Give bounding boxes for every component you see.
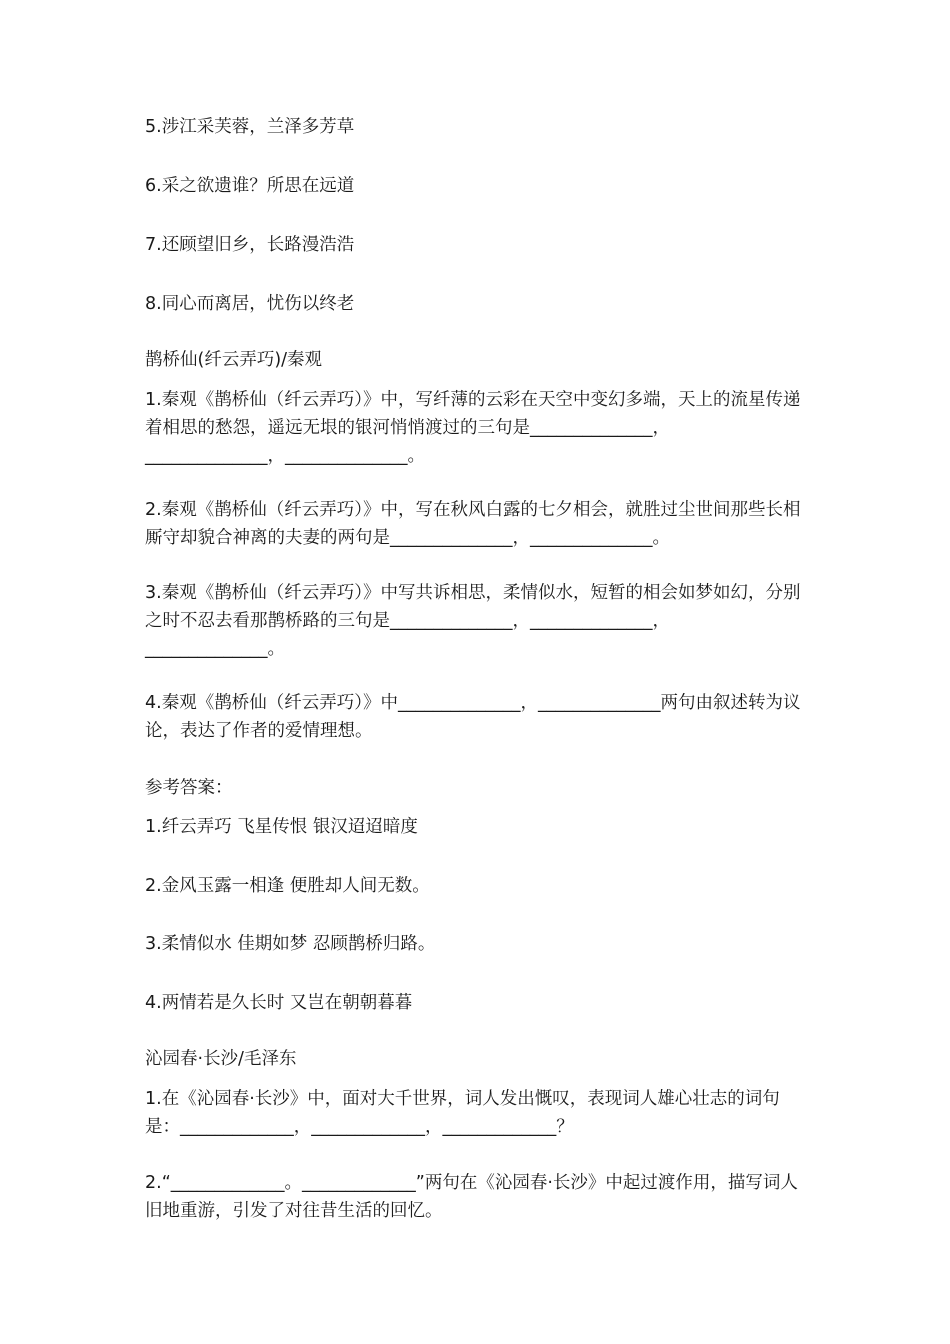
qinyuanchun-question-2: 2.“_____________。_____________”两句在《沁园春·长沙》中起过渡作用，描写词人旧地重游，引发了对往昔生活的回忆。 xyxy=(145,1173,798,1221)
answer-1: 1.纤云弄巧 飞星传恨 银汉迢迢暗度 xyxy=(145,817,418,837)
answer-2: 2.金风玉露一相逢 便胜却人间无数。 xyxy=(145,876,430,896)
question-4: 4.秦观《鹊桥仙（纤云弄巧）》中______________，______________两句由叙述转为议论，表达了作者的爱情理想。 xyxy=(145,693,801,741)
question-1: 1.秦观《鹊桥仙（纤云弄巧）》中，写纤薄的云彩在天空中变幻多端，天上的流星传递着相思的愁怨，遥远无垠的银河悄悄渡过的三句是______________，______________，______________。 xyxy=(145,390,801,466)
question-2: 2.秦观《鹊桥仙（纤云弄巧）》中，写在秋风白露的七夕相会，就胜过尘世间那些长相厮守却貌合神离的夫妻的两句是______________，______________。 xyxy=(145,500,801,548)
section-heading-queqiaoxian: 鹊桥仙(纤云弄巧)/秦观 xyxy=(145,350,323,370)
qinyuanchun-question-1: 1.在《沁园春·长沙》中，面对大千世界，词人发出慨叹，表现词人雄心壮志的词句是：_____________，_____________，_____________？ xyxy=(145,1089,780,1137)
poem-line-5: 5.涉江采芙蓉，兰泽多芳草 xyxy=(145,117,355,137)
poem-line-7: 7.还顾望旧乡，长路漫浩浩 xyxy=(145,235,355,255)
poem-line-8: 8.同心而离居，忧伤以终老 xyxy=(145,294,355,314)
poem-line-6: 6.采之欲遗谁？所思在远道 xyxy=(145,176,355,196)
answers-heading: 参考答案： xyxy=(145,778,233,798)
question-3: 3.秦观《鹊桥仙（纤云弄巧）》中写共诉相思，柔情似水，短暂的相会如梦如幻，分别之时不忍去看那鹊桥路的三句是______________，______________，______________。 xyxy=(145,583,801,659)
answer-4: 4.两情若是久长时 又岂在朝朝暮暮 xyxy=(145,993,413,1013)
section-heading-qinyuanchun: 沁园春·长沙/毛泽东 xyxy=(145,1049,297,1069)
answer-3: 3.柔情似水 佳期如梦 忍顾鹊桥归路。 xyxy=(145,934,436,954)
